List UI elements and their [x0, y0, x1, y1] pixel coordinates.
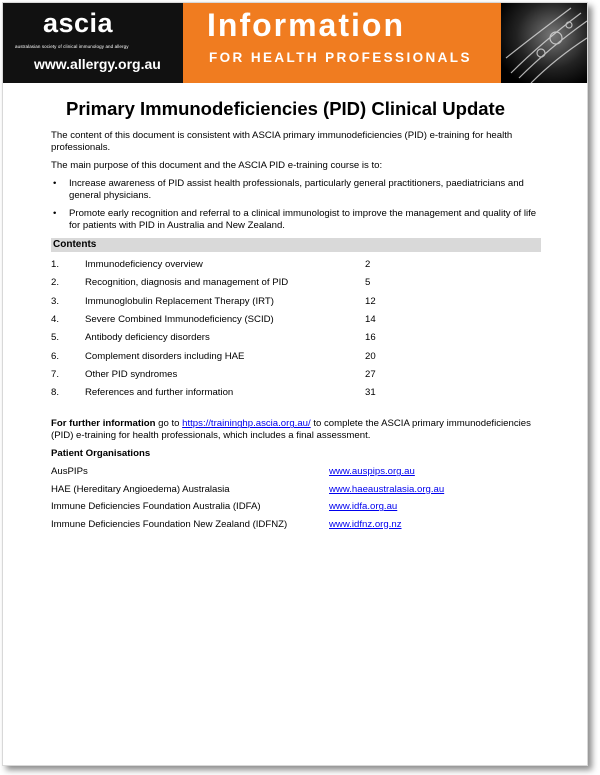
toc-row: [51, 293, 541, 311]
toc-row: [51, 384, 541, 402]
toc-number: 4.: [51, 314, 60, 326]
toc-title: Complement disorders including HAE: [85, 350, 245, 362]
banner-subtitle: FOR HEALTH PROFESSIONALS: [209, 50, 472, 65]
toc-page: 12: [365, 295, 376, 307]
toc-number: 1.: [51, 259, 60, 271]
purpose-paragraph: The main purpose of this document and the ASCIA PID e-training course is to:: [51, 160, 383, 171]
banner-title: Information: [207, 7, 405, 43]
ascia-logo: ascia: [43, 8, 114, 38]
organisation-row: [51, 498, 541, 516]
website-url[interactable]: www.allergy.org.au: [34, 56, 161, 72]
document-body: [51, 98, 541, 533]
decorative-swirl-image: [501, 3, 587, 83]
patient-organisations-heading: Patient Organisations: [51, 448, 151, 460]
logo-panel: [3, 3, 183, 83]
further-information-paragraph: [51, 418, 541, 442]
intro-paragraph: The content of this document is consistent with ASCIA primary immunodeficiencies (PID) e-training for health professionals.: [51, 130, 513, 153]
toc-title: References and further information: [85, 387, 234, 399]
toc-row: [51, 366, 541, 384]
toc-row: [51, 256, 541, 274]
organisation-row: [51, 481, 541, 499]
toc-title: Other PID syndromes: [85, 368, 178, 380]
toc-row: [51, 329, 541, 347]
organisation-name: AusPIPs: [51, 466, 88, 478]
toc-number: 5.: [51, 332, 60, 344]
organisation-row: [51, 463, 541, 481]
organisation-link[interactable]: www.idfnz.org.nz: [329, 518, 402, 530]
organisation-name: Immune Deficiencies Foundation New Zealand (IDFNZ): [51, 518, 288, 530]
organisation-link[interactable]: www.idfa.org.au: [329, 501, 398, 513]
document-page: [2, 2, 588, 766]
logo-tagline: australasian society of clinical immunology and allergy: [15, 44, 129, 49]
title-panel: [183, 3, 587, 83]
toc-page: 16: [365, 332, 376, 344]
contents-table: [51, 256, 541, 402]
toc-page: 2: [365, 259, 371, 271]
further-text-pre: go to: [155, 418, 183, 430]
toc-page: 5: [365, 277, 371, 289]
toc-number: 8.: [51, 387, 60, 399]
toc-title: Antibody deficiency disorders: [85, 332, 210, 344]
toc-page: 14: [365, 314, 376, 326]
toc-number: 7.: [51, 368, 60, 380]
document-title: Primary Immunodeficiencies (PID) Clinical Update: [66, 98, 505, 119]
toc-number: 3.: [51, 295, 60, 307]
toc-row: [51, 311, 541, 329]
organisation-row: [51, 516, 541, 534]
training-link[interactable]: https://traininghp.ascia.org.au/: [182, 418, 311, 430]
toc-page: 31: [365, 387, 376, 399]
toc-page: 20: [365, 350, 376, 362]
organisation-link[interactable]: www.haeaustralasia.org.au: [329, 483, 445, 495]
toc-number: 2.: [51, 277, 60, 289]
organisation-name: Immune Deficiencies Foundation Australia (IDFA): [51, 501, 261, 513]
organisation-link[interactable]: www.auspips.org.au: [329, 466, 415, 478]
patient-organisations-list: [51, 463, 541, 533]
toc-page: 27: [365, 368, 376, 380]
organisation-name: HAE (Hereditary Angioedema) Australasia: [51, 483, 230, 495]
toc-title: Immunoglobulin Replacement Therapy (IRT): [85, 295, 274, 307]
toc-row: [51, 347, 541, 365]
contents-heading: Contents: [51, 238, 541, 252]
toc-title: Severe Combined Immunodeficiency (SCID): [85, 314, 274, 326]
toc-row: [51, 274, 541, 292]
purpose-item: • Increase awareness of PID assist health professionals, particularly general practitioners, paediatricians and general physicians.: [51, 178, 541, 202]
purpose-list: [51, 178, 541, 232]
purpose-item: • Promote early recognition and referral to a clinical immunologist to improve the management and quality of life for patients with PID in Australia and New Zealand.: [51, 208, 541, 232]
further-text-post: to complete the ASCIA primary immunodeficiencies (PID) e-training for health professionals, which includes a final assessment.: [51, 418, 531, 442]
toc-number: 6.: [51, 350, 60, 362]
header-banner: [3, 3, 587, 83]
further-information-label: For further information: [51, 418, 156, 430]
toc-title: Immunodeficiency overview: [85, 259, 203, 271]
toc-title: Recognition, diagnosis and management of PID: [85, 277, 289, 289]
